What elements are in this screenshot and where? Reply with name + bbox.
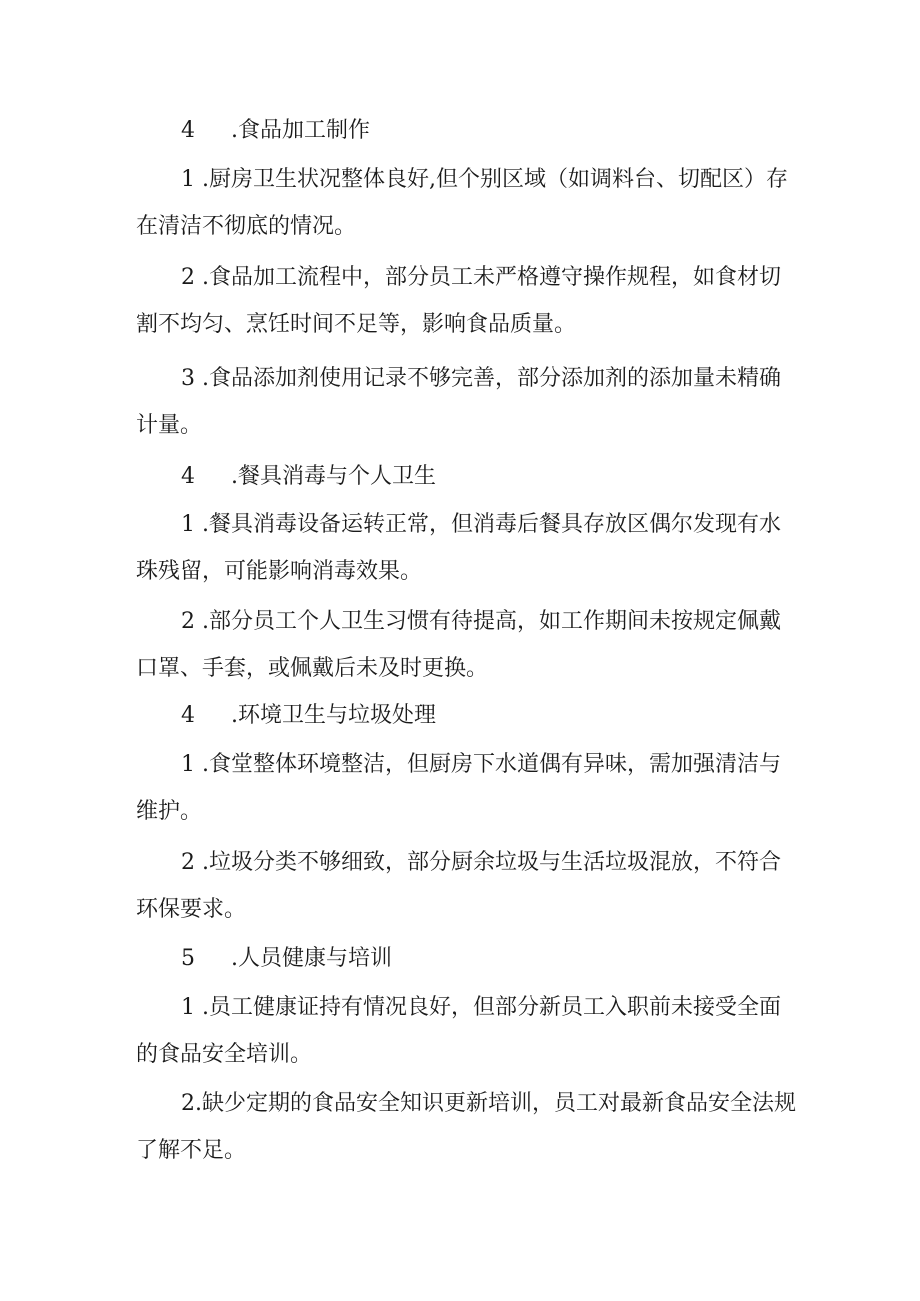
paragraph-item — [136, 752, 786, 825]
section-heading-environment — [181, 703, 436, 729]
paragraph-line: 的食品安全培训。 — [136, 1042, 313, 1067]
paragraph-item — [136, 850, 786, 923]
section-number: 4 — [181, 703, 195, 728]
paragraph-item — [136, 366, 786, 439]
paragraph-line: 在清洁不彻底的情况。 — [136, 214, 357, 239]
section-title: .人员健康与培训 — [231, 946, 392, 971]
section-title: .食品加工制作 — [231, 118, 370, 143]
section-number: 5 — [181, 946, 195, 971]
paragraph-item — [136, 1091, 796, 1164]
section-number: 4 — [181, 464, 195, 489]
paragraph-line: 口罩、手套，或佩戴后未及时更换。 — [136, 656, 489, 681]
section-heading-tableware-hygiene — [181, 464, 436, 490]
paragraph-item — [136, 265, 786, 338]
section-title: .环境卫生与垃圾处理 — [231, 703, 436, 728]
paragraph-line: 环保要求。 — [136, 897, 247, 922]
paragraph-line: 珠残留，可能影响消毒效果。 — [136, 559, 423, 584]
paragraph-item — [136, 167, 786, 240]
paragraph-line: 维护。 — [136, 799, 203, 824]
paragraph-line: 3 .食品添加剂使用记录不够完善，部分添加剂的添加量未精确 — [181, 366, 781, 391]
paragraph-line: 2 .垃圾分类不够细致，部分厨余垃圾与生活垃圾混放，不符合 — [181, 850, 781, 875]
paragraph-line: 了解不足。 — [136, 1138, 247, 1163]
section-heading-food-processing — [181, 118, 370, 144]
section-heading-staff-training — [181, 946, 392, 972]
paragraph-line: 2.缺少定期的食品安全知识更新培训，员工对最新食品安全法规 — [181, 1091, 796, 1116]
section-number: 4 — [181, 118, 195, 143]
paragraph-line: 2 .部分员工个人卫生习惯有待提高，如工作期间未按规定佩戴 — [181, 609, 781, 634]
paragraph-item — [136, 512, 786, 585]
paragraph-line: 1 .厨房卫生状况整体良好,但个别区域（如调料台、切配区）存 — [181, 167, 788, 192]
paragraph-item — [136, 995, 786, 1068]
section-title: .餐具消毒与个人卫生 — [231, 464, 436, 489]
paragraph-item — [136, 609, 786, 682]
paragraph-line: 2 .食品加工流程中，部分员工未严格遵守操作规程，如食材切 — [181, 265, 781, 290]
paragraph-line: 1 .餐具消毒设备运转正常，但消毒后餐具存放区偶尔发现有水 — [181, 512, 781, 537]
paragraph-line: 计量。 — [136, 413, 203, 438]
paragraph-line: 1 .食堂整体环境整洁，但厨房下水道偶有异味，需加强清洁与 — [181, 752, 781, 777]
paragraph-line: 1 .员工健康证持有情况良好，但部分新员工入职前未接受全面 — [181, 995, 781, 1020]
paragraph-line: 割不均匀、烹饪时间不足等，影响食品质量。 — [136, 312, 577, 337]
